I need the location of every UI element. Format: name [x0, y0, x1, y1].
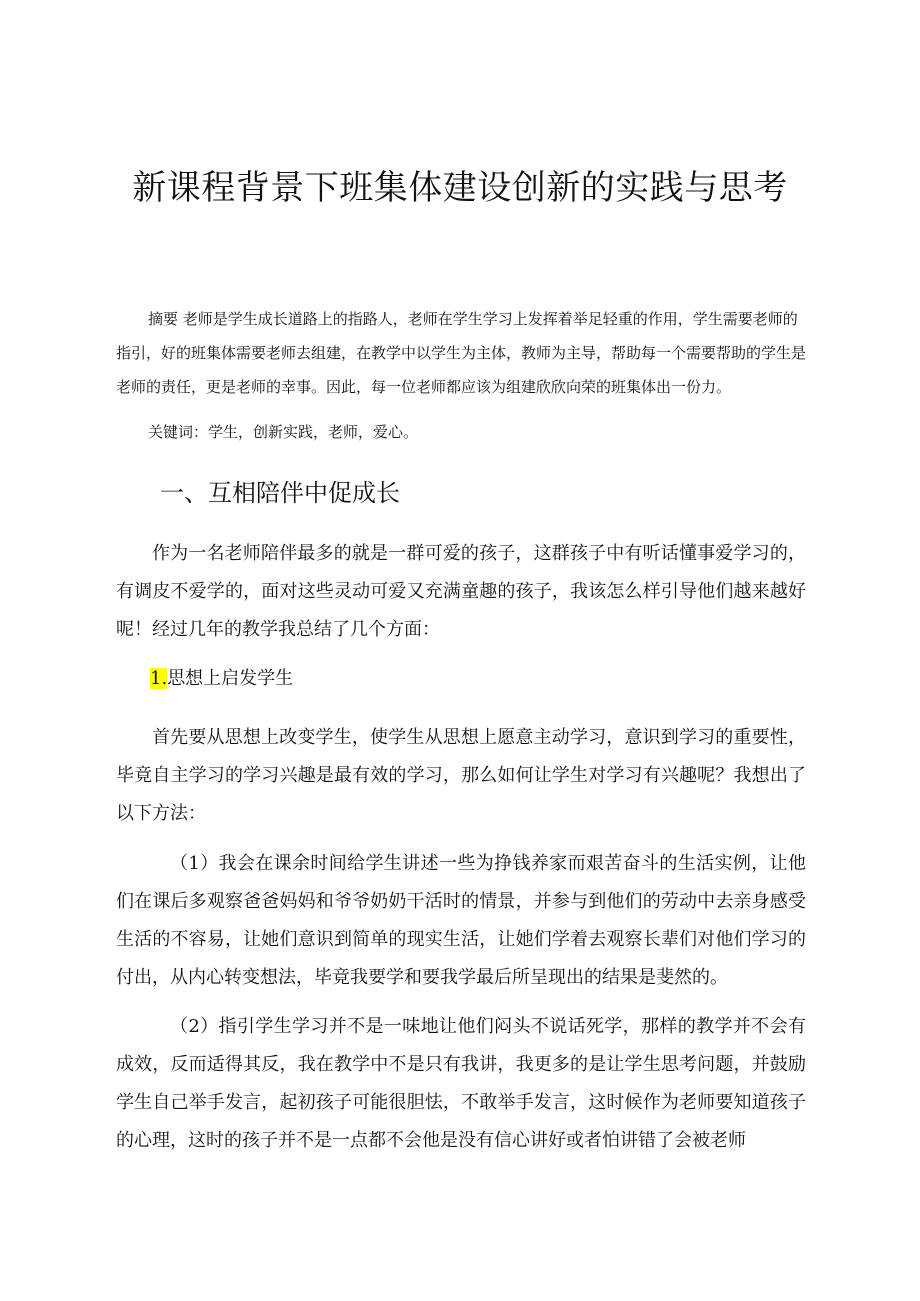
keywords-line: 关键词：学生，创新实践，老师，爱心。	[148, 423, 419, 441]
list-item-2: （2）指引学生学习并不是一味地让他们闷头不说话死学，那样的教学并不会有成效，反而适得其反，我在教学中不是只有我讲，我更多的是让学生思考问题，并鼓励学生自己举手发言，起初孩子可能很胆怯，不敢举手发言，这时候作为老师要知道孩子的心理，这时的孩子并不是一点都不会他是没有信心讲好或者怕讲错了会被老师	[116, 1016, 806, 1151]
subheading-text: 思想上启发学生	[167, 668, 294, 689]
document-title: 新课程背景下班集体建设创新的实践与思考	[132, 168, 788, 208]
highlighted-number: 1.	[150, 668, 168, 689]
paragraph-2: 首先要从思想上改变学生，使学生从思想上愿意主动学习，意识到学习的重要性，毕竟自主学习的学习兴趣是最有效的学习，那么如何让学生对学习有兴趣呢？我想出了以下方法：	[116, 727, 806, 824]
intro-paragraph: 作为一名老师陪伴最多的就是一群可爱的孩子，这群孩子中有听话懂事爱学习的，有调皮不爱学的，面对这些灵动可爱又充满童趣的孩子，我该怎么样引导他们越来越好呢！经过几年的教学我总结了几个方面：	[116, 543, 806, 640]
abstract-paragraph: 摘要 老师是学生成长道路上的指路人，老师在学生学习上发挥着举足轻重的作用，学生需要老师的指引，好的班集体需要老师去组建，在教学中以学生为主体，教师为主导，帮助每一个需要帮助的学生是老师的责任，更是老师的幸事。因此，每一位老师都应该为组建欣欣向荣的班集体出一份力。	[116, 310, 807, 396]
subheading-1	[150, 660, 293, 698]
list-item-1: （1）我会在课余时间给学生讲述一些为挣钱养家而艰苦奋斗的生活实例，让他们在课后多观察爸爸妈妈和爷爷奶奶干活时的情景，并参与到他们的劳动中去亲身感受生活的不容易，让她们意识到简单的现实生活，让她们学着去观察长辈们对他们学习的付出，从内心转变想法，毕竟我要学和要我学最后所呈现出的结果是斐然的。	[116, 853, 806, 988]
section-heading-1: 一、互相陪伴中促成长	[160, 479, 400, 507]
